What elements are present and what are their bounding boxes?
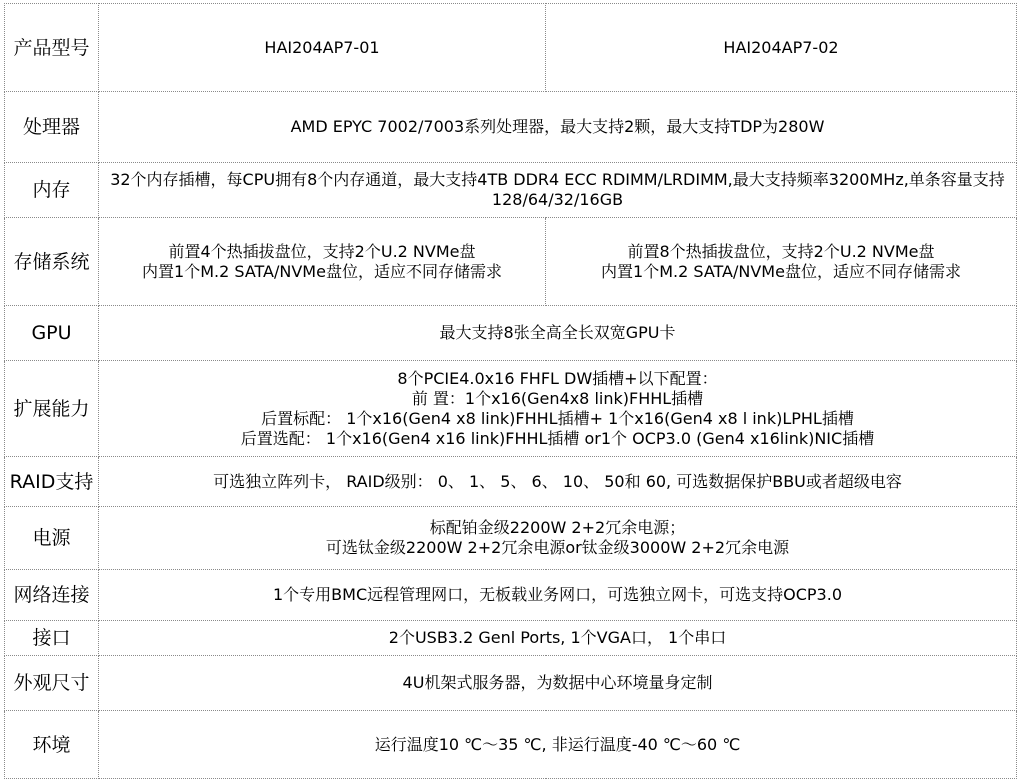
row-label-interfaces: 接口 xyxy=(5,621,99,656)
spec-table xyxy=(4,3,1017,779)
raid-value: 可选独立阵列卡， RAID级别： 0、 1、 5、 6、 10、 50和 60, 可选数据保护BBU或者超级电容 xyxy=(99,457,1017,507)
row-label-environment: 环境 xyxy=(5,711,99,779)
row-label-processor: 处理器 xyxy=(5,92,99,163)
row-label-power: 电源 xyxy=(5,507,99,570)
table-row-gpu xyxy=(5,306,1017,361)
power-value: 标配铂金级2200W 2+2冗余电源； 可选钛金级2200W 2+2冗余电源or钛金级3000W 2+2冗余电源 xyxy=(99,507,1017,570)
row-label-model: 产品型号 xyxy=(5,4,99,92)
table-row-environment xyxy=(5,711,1017,779)
table-row-processor xyxy=(5,92,1017,163)
environment-value: 运行温度10 ℃～35 ℃, 非运行温度-40 ℃～60 ℃ xyxy=(99,711,1017,779)
storage-value-01: 前置4个热插拔盘位，支持2个U.2 NVMe盘 内置1个M.2 SATA/NVMe盘位，适应不同存储需求 xyxy=(99,218,546,306)
row-label-storage: 存储系统 xyxy=(5,218,99,306)
storage-value-02: 前置8个热插拔盘位，支持2个U.2 NVMe盘 内置1个M.2 SATA/NVMe盘位，适应不同存储需求 xyxy=(546,218,1017,306)
gpu-value: 最大支持8张全高全长双宽GPU卡 xyxy=(99,306,1017,361)
model-value-01: HAI204AP7-01 xyxy=(99,4,546,92)
memory-value: 32个内存插槽，每CPU拥有8个内存通道，最大支持4TB DDR4 ECC RDIMM/LRDIMM,最大支持频率3200MHz,单条容量支持128/64/32/16GB xyxy=(99,163,1017,218)
table-row-raid xyxy=(5,457,1017,507)
row-label-expansion: 扩展能力 xyxy=(5,361,99,457)
network-value: 1个专用BMC远程管理网口，无板载业务网口，可选独立网卡，可选支持OCP3.0 xyxy=(99,570,1017,621)
table-row-power xyxy=(5,507,1017,570)
table-row-network xyxy=(5,570,1017,621)
row-label-gpu: GPU xyxy=(5,306,99,361)
table-row-interfaces xyxy=(5,621,1017,656)
row-label-raid: RAID支持 xyxy=(5,457,99,507)
model-value-02: HAI204AP7-02 xyxy=(546,4,1017,92)
row-label-network: 网络连接 xyxy=(5,570,99,621)
processor-value: AMD EPYC 7002/7003系列处理器，最大支持2颗，最大支持TDP为280W xyxy=(99,92,1017,163)
table-row-dimensions xyxy=(5,656,1017,711)
row-label-dimensions: 外观尺寸 xyxy=(5,656,99,711)
table-row-storage xyxy=(5,218,1017,306)
row-label-memory: 内存 xyxy=(5,163,99,218)
expansion-value: 8个PCIE4.0x16 FHFL DW插槽+以下配置： 前 置：1个x16(Gen4x8 link)FHHL插槽 后置标配： 1个x16(Gen4 x8 link)FHHL插槽+ 1个x16(Gen4 x8 l ink)LPHL插槽 后置选配： 1个x16(Gen4 x16 link)FHHL插槽 or1个 OCP3.0 (Gen4 x16link)NIC插槽 xyxy=(99,361,1017,457)
table-row-memory xyxy=(5,163,1017,218)
table-row-expansion xyxy=(5,361,1017,457)
interfaces-value: 2个USB3.2 Genl Ports, 1个VGA口， 1个串口 xyxy=(99,621,1017,656)
dimensions-value: 4U机架式服务器，为数据中心环境量身定制 xyxy=(99,656,1017,711)
table-row-model xyxy=(5,4,1017,92)
